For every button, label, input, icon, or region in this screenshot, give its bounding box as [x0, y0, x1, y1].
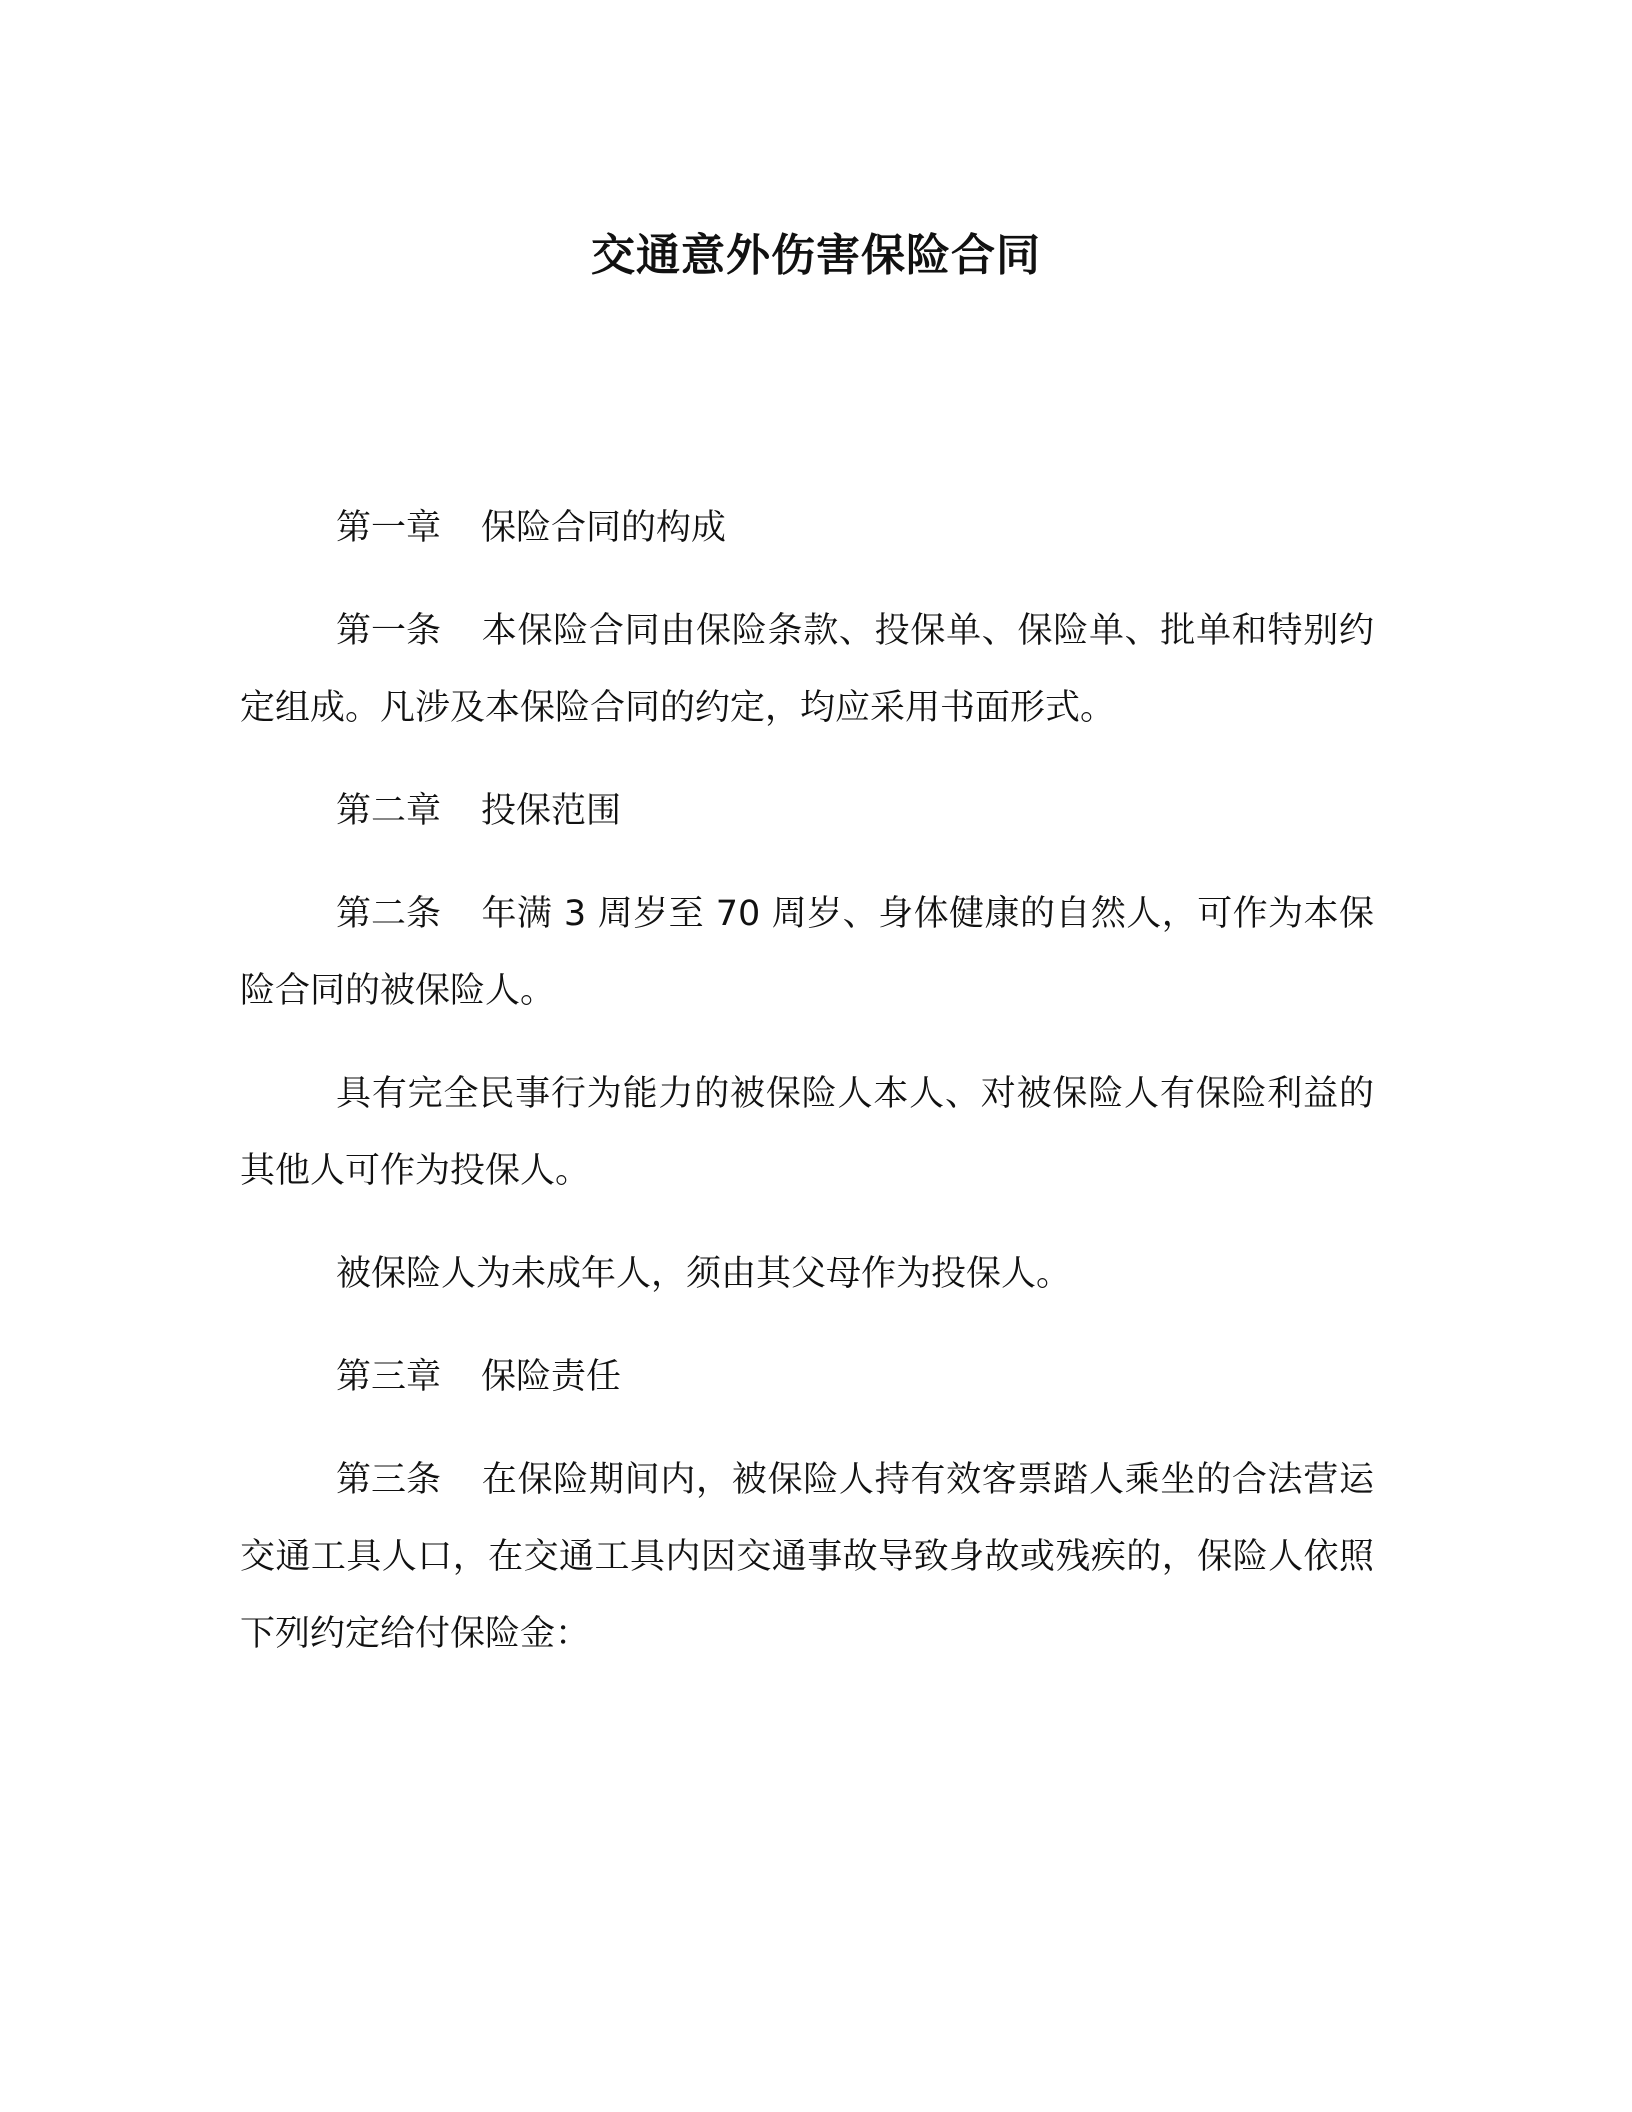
chapter-number: 第二章 — [336, 791, 442, 831]
article-paragraph — [240, 593, 1374, 747]
article-number: 第二条 — [336, 894, 442, 934]
article-number: 第三条 — [336, 1460, 442, 1500]
body-paragraph — [240, 1056, 1374, 1210]
chapter-heading — [240, 490, 1374, 567]
chapter-title: 投保范围 — [481, 791, 622, 831]
chapter-heading — [240, 1339, 1374, 1416]
article-number: 第一条 — [336, 611, 442, 651]
paragraph-text: 被保险人为未成年人，须由其父母作为投保人。 — [336, 1254, 1072, 1294]
article-text: 本保险合同由保险条款、投保单、保险单、批单和特别约定组成。凡涉及本保险合同的约定，均应采用书面形式。 — [240, 611, 1374, 728]
paragraph-text: 具有完全民事行为能力的被保险人本人、对被保险人有保险利益的其他人可作为投保人。 — [240, 1074, 1374, 1191]
chapter-number: 第三章 — [336, 1357, 442, 1397]
document-title: 交通意外伤害保险合同 — [591, 230, 1041, 281]
article-paragraph — [240, 1442, 1374, 1673]
chapter-title: 保险合同的构成 — [481, 508, 727, 548]
article-paragraph — [240, 876, 1374, 1030]
chapter-number: 第一章 — [336, 508, 442, 548]
article-text: 在保险期间内，被保险人持有效客票踏人乘坐的合法营运交通工具人口，在交通工具内因交通事故导致身故或残疾的，保险人依照下列约定给付保险金： — [240, 1460, 1374, 1654]
body-paragraph — [240, 1236, 1374, 1313]
document-body — [240, 490, 1374, 1699]
article-text: 年满 3 周岁至 70 周岁、身体健康的自然人，可作为本保险合同的被保险人。 — [240, 894, 1374, 1011]
chapter-title: 保险责任 — [481, 1357, 622, 1397]
chapter-heading — [240, 773, 1374, 850]
